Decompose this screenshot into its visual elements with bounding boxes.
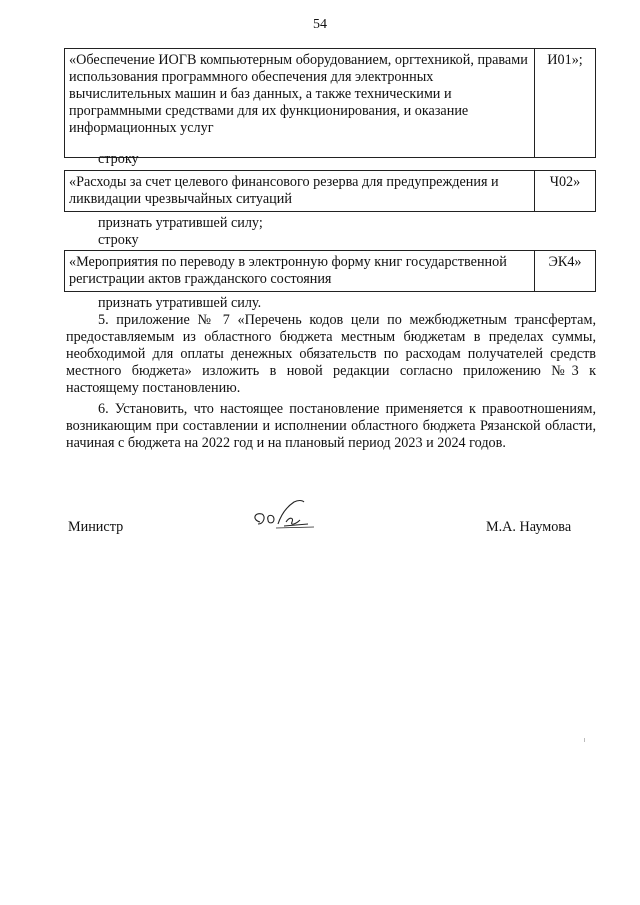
signatory-title: Министр <box>68 519 124 535</box>
code-row-code: Ч02» <box>535 171 596 212</box>
signatory-name: М.А. Наумова <box>486 519 572 535</box>
code-row-code: ЭК4» <box>535 251 596 292</box>
handwritten-signature <box>248 494 328 534</box>
code-row-table-3 <box>64 250 596 292</box>
scan-artifact <box>584 738 585 742</box>
stroku-line: строку <box>98 151 139 167</box>
priznat-line: признать утратившей силу; <box>98 215 263 231</box>
code-row-description: «Обеспечение ИОГВ компьютерным оборудованием, оргтехникой, правами использования программного обеспечения для электронных вычислительных машин и баз данных, а также техническими и программными средствами для их функционирования, и оказание информационных услуг <box>65 49 535 158</box>
code-row-table-1 <box>64 48 596 158</box>
page-number: 54 <box>313 17 327 32</box>
code-row-description: «Расходы за счет целевого финансового резерва для предупреждения и ликвидации чрезвычайных ситуаций <box>65 171 535 212</box>
paragraph-6 <box>66 401 596 452</box>
code-row-table-2 <box>64 170 596 212</box>
paragraph-5-text: 5. приложение № 7 «Перечень кодов цели по межбюджетным трансфертам, предоставляемым из областного бюджета местным бюджетам в пределах суммы, необходимой для оплаты денежных обязательств по расходам получателей средств местного бюджета» изложить в новой редакции согласно приложению №3 к настоящему постановлению. <box>66 312 596 396</box>
paragraph-5 <box>66 312 596 397</box>
stroku-line: строку <box>98 232 139 248</box>
priznat-line: признать утратившей силу. <box>98 295 262 311</box>
code-row-description: «Мероприятия по переводу в электронную форму книг государственной регистрации актов гражданского состояния <box>65 251 535 292</box>
code-row-code: И01»; <box>535 49 596 158</box>
paragraph-6-text: 6. Установить, что настоящее постановление применяется к правоотношениям, возникающим при составлении и исполнении областного бюджета Рязанской области, начиная с бюджета на 2022 год и на плановый период 2023 и 2024 годов. <box>66 401 596 451</box>
